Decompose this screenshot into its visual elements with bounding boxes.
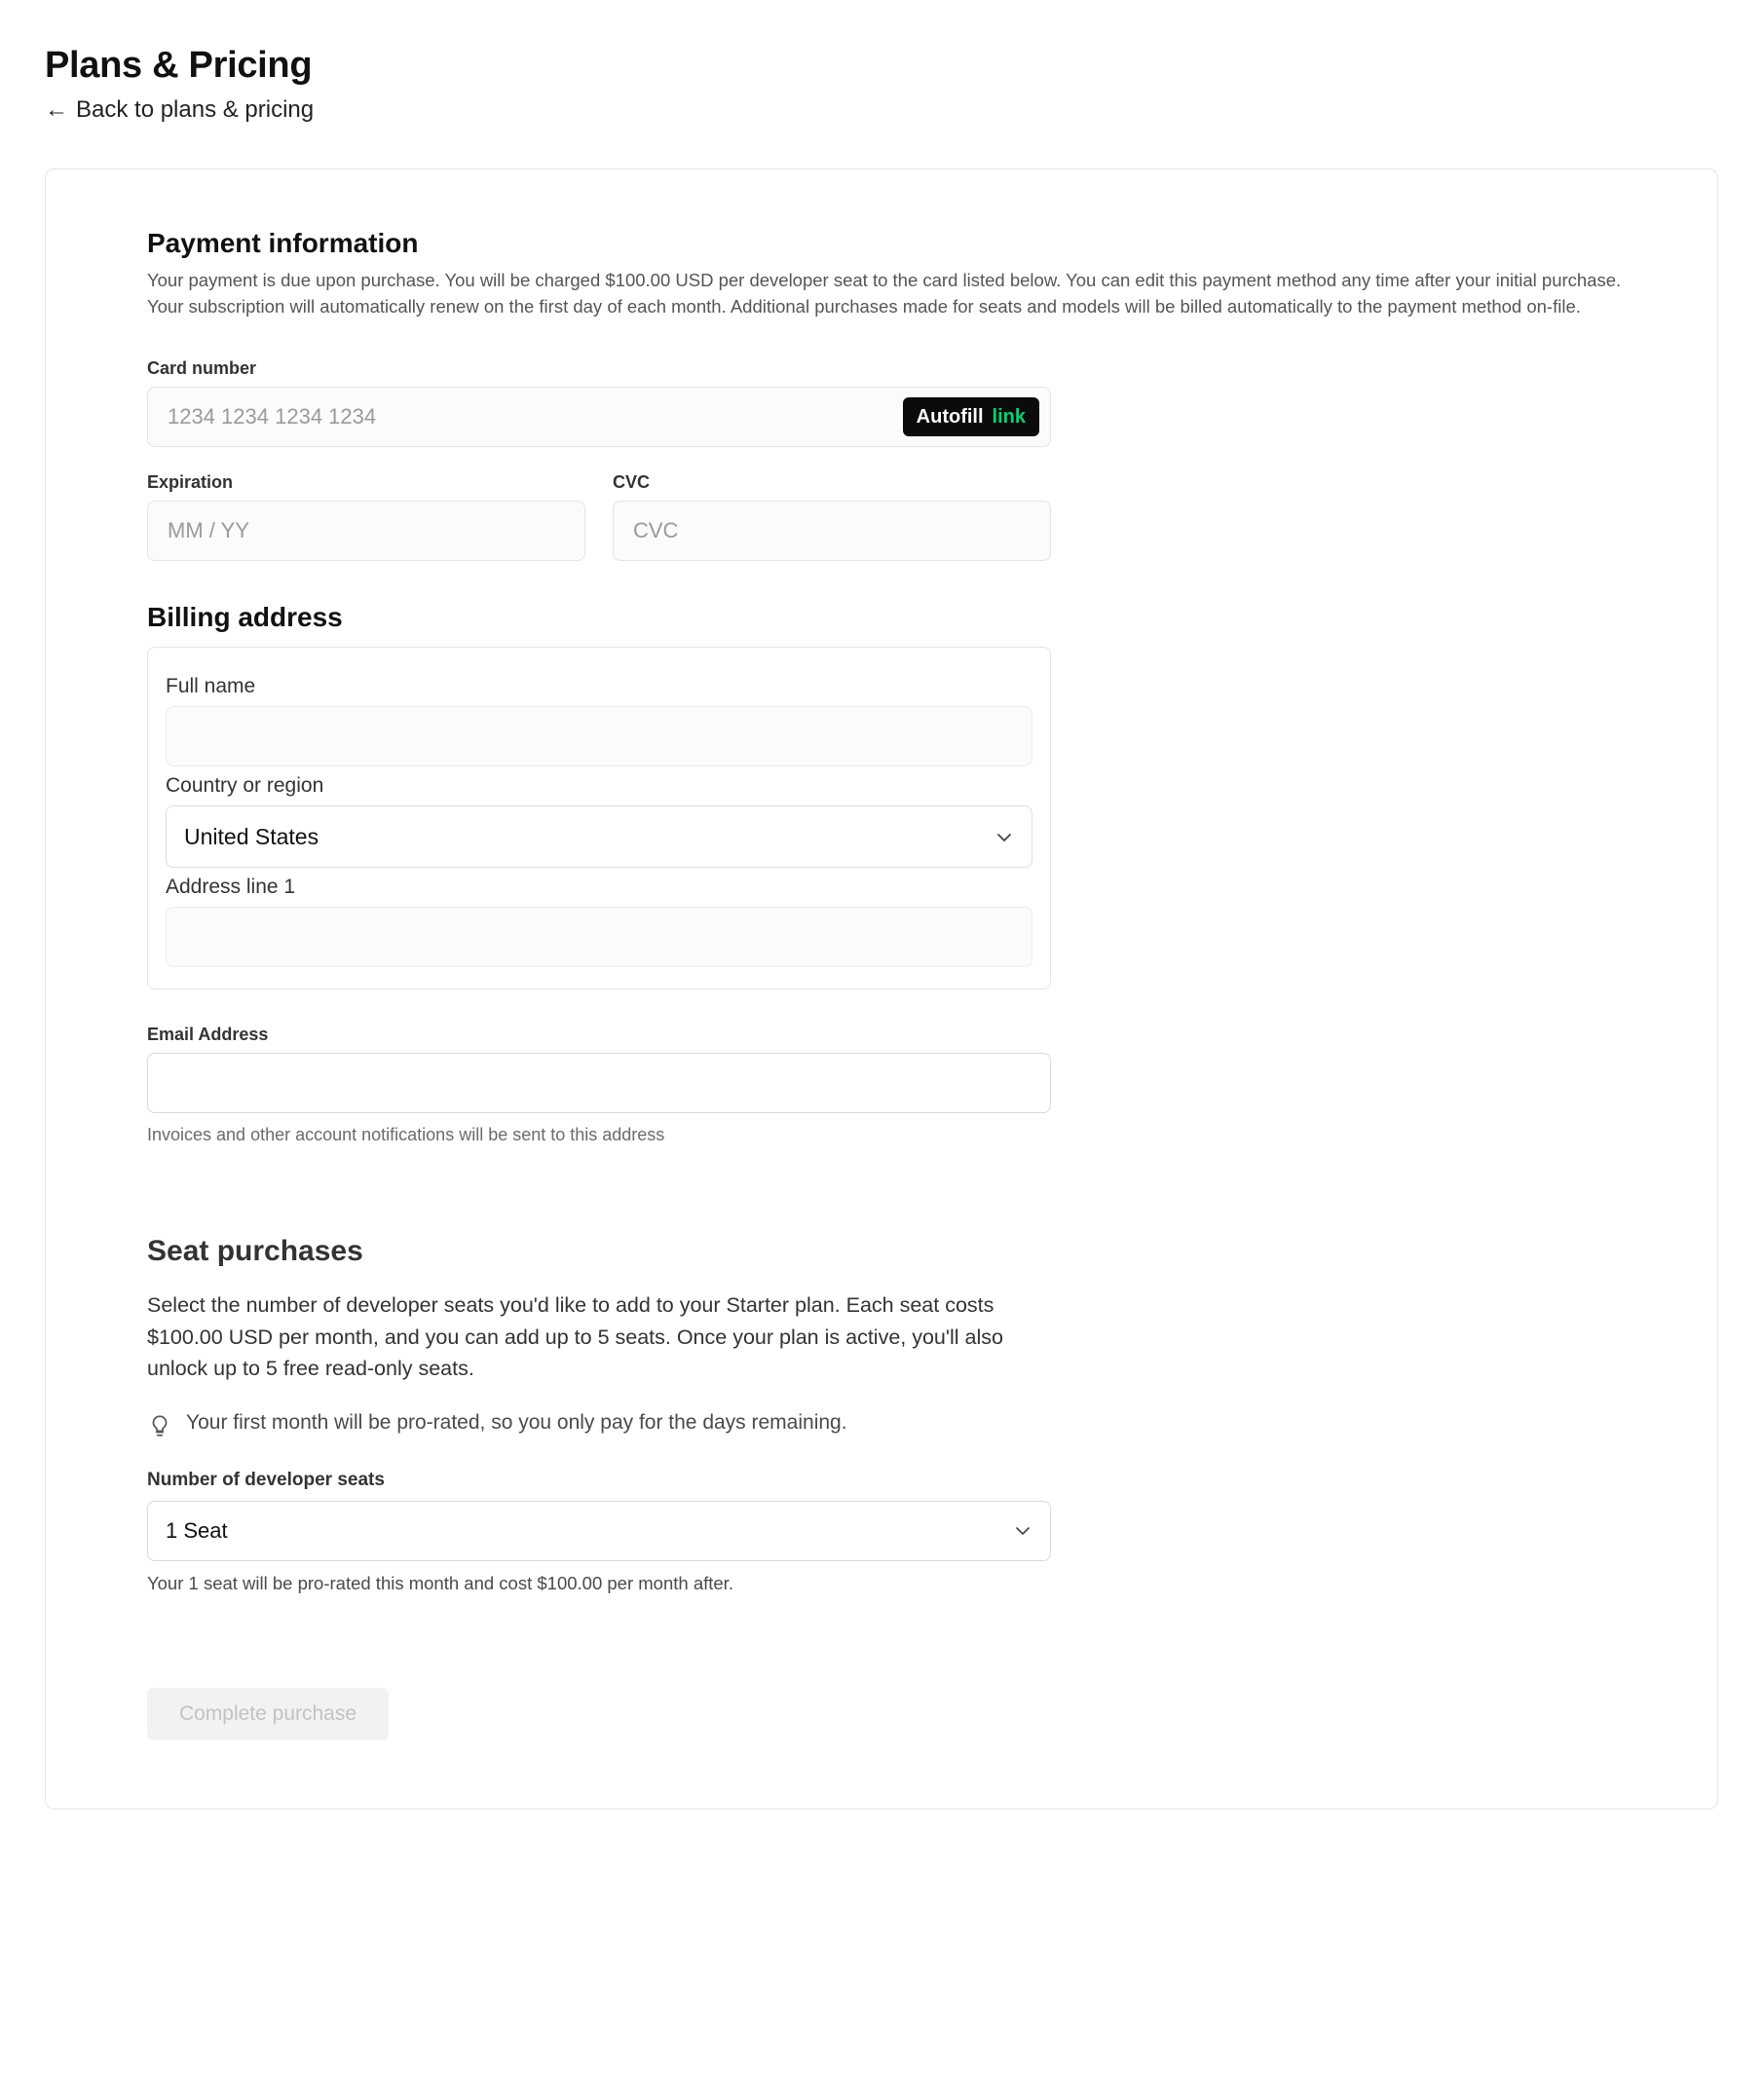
autofill-link-button[interactable] bbox=[903, 397, 1039, 436]
address-line-1-label: Address line 1 bbox=[166, 876, 296, 899]
card-number-input-wrapper bbox=[147, 387, 1051, 447]
country-select-value: United States bbox=[184, 823, 319, 849]
address-line-1-input[interactable] bbox=[166, 907, 1032, 967]
back-arrow-icon: ← bbox=[45, 96, 68, 123]
back-to-plans-link[interactable] bbox=[45, 96, 314, 124]
autofill-label: Autofill bbox=[916, 405, 984, 428]
email-address-input[interactable] bbox=[147, 1053, 1051, 1113]
cvc-input[interactable]: CVC bbox=[613, 501, 1051, 561]
email-address-hint: Invoices and other account notifications will be sent to this address bbox=[147, 1125, 665, 1145]
full-name-input[interactable] bbox=[166, 706, 1032, 766]
cvc-label: CVC bbox=[613, 472, 651, 493]
expiration-label: Expiration bbox=[147, 472, 234, 493]
checkout-card bbox=[45, 168, 1718, 1810]
expiration-cvc-row bbox=[147, 472, 1051, 561]
number-of-seats-label: Number of developer seats bbox=[147, 1470, 385, 1491]
link-brand-label: link bbox=[992, 405, 1026, 428]
chevron-down-icon bbox=[995, 827, 1014, 846]
billing-address-heading: Billing address bbox=[147, 602, 343, 633]
lightbulb-icon bbox=[147, 1413, 172, 1438]
card-number-label: Card number bbox=[147, 358, 257, 379]
full-name-label: Full name bbox=[166, 675, 256, 698]
seat-purchases-description: Select the number of developer seats you'd like to add to your Starter plan. Each seat costs $100.00 USD per month, and you can add up to 5 seats. Once your plan is active, you'll also unlock up to 5 free read-only seats. bbox=[147, 1293, 1003, 1380]
page-title: Plans & Pricing bbox=[45, 45, 313, 86]
email-address-label: Email Address bbox=[147, 1025, 269, 1045]
expiration-input[interactable]: MM / YY bbox=[147, 501, 585, 561]
complete-purchase-button[interactable]: Complete purchase bbox=[147, 1688, 389, 1740]
country-label: Country or region bbox=[166, 774, 324, 798]
payment-information-description: Your payment is due upon purchase. You will be charged $100.00 USD per developer seat to the card listed below. You can edit this payment method any time after your initial purchase. Your subscription will automatically renew on the first day of each month. Additional purchases made for seats and models will be billed automatically to the payment method on-file. bbox=[147, 270, 1622, 317]
chevron-down-icon bbox=[1013, 1521, 1032, 1541]
billing-address-box bbox=[147, 647, 1051, 989]
country-select[interactable] bbox=[166, 805, 1032, 868]
number-of-seats-value: 1 Seat bbox=[166, 1518, 228, 1544]
card-number-input[interactable]: 1234 1234 1234 1234 bbox=[147, 387, 1051, 447]
cvc-field bbox=[613, 472, 1051, 561]
number-of-seats-select[interactable] bbox=[147, 1501, 1051, 1561]
pro-rated-tip bbox=[147, 1411, 1659, 1438]
email-address-block bbox=[147, 1025, 1051, 1145]
back-link-label: Back to plans & pricing bbox=[76, 96, 315, 123]
payment-information-heading: Payment information bbox=[147, 228, 419, 258]
seat-purchases-heading: Seat purchases bbox=[147, 1235, 363, 1268]
expiration-field bbox=[147, 472, 585, 561]
number-of-seats-hint: Your 1 seat will be pro-rated this month and cost $100.00 per month after. bbox=[147, 1573, 733, 1594]
pro-rated-tip-text: Your first month will be pro-rated, so you only pay for the days remaining. bbox=[186, 1411, 847, 1435]
